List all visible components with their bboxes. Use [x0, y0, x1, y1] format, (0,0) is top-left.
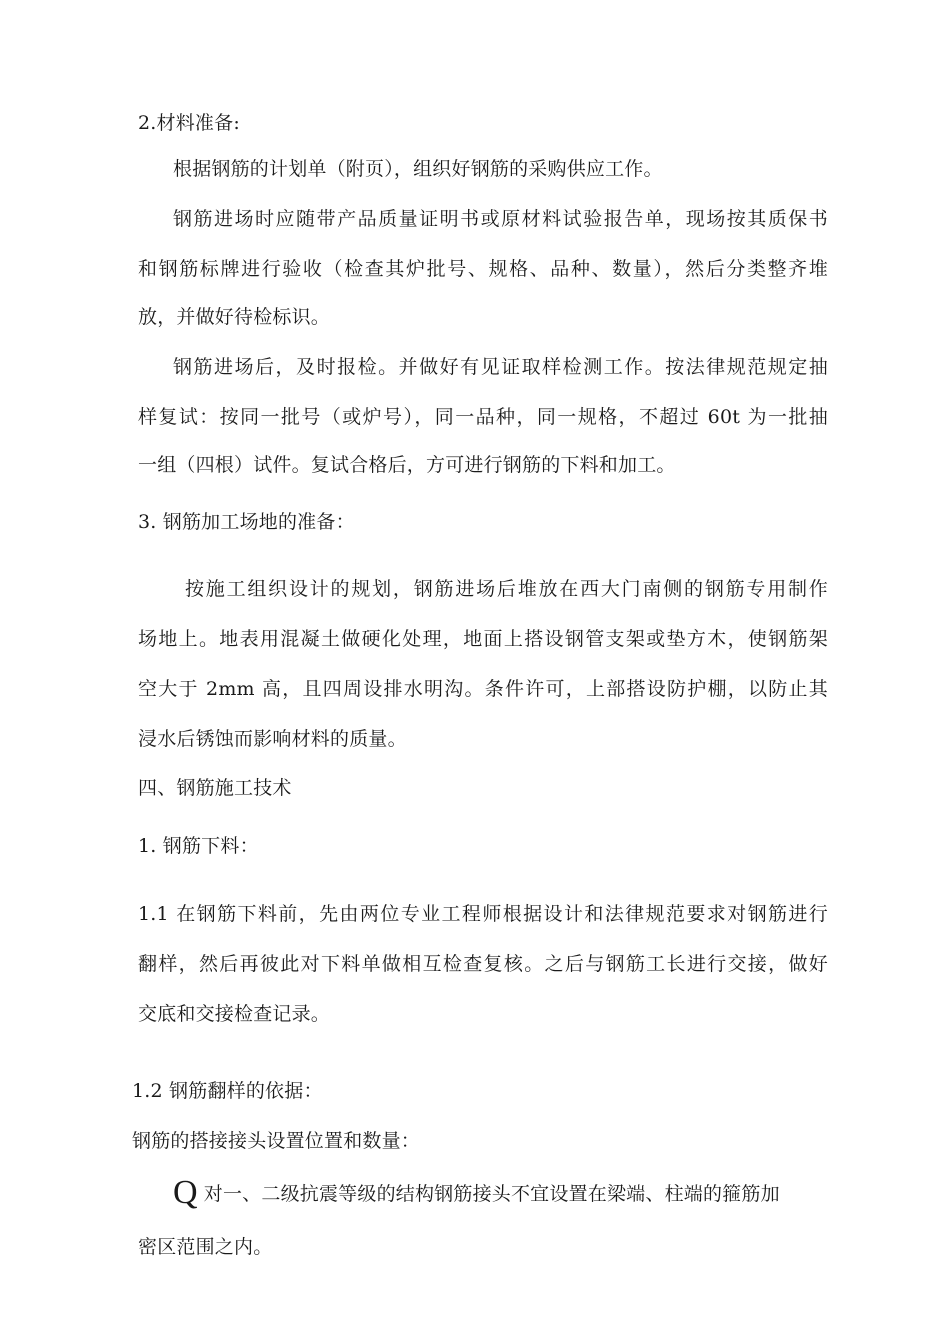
paragraph-line: 按施工组织设计的规划，钢筋进场后堆放在西大门南侧的钢筋专用制作 [185, 578, 828, 600]
paragraph-line: 钢筋进场后，及时报检。并做好有见证取样检测工作。按法律规范规定抽 [173, 356, 828, 378]
paragraph-line: 浸水后锈蚀而影响材料的质量。 [138, 728, 407, 750]
paragraph-line: 1.1 在钢筋下料前，先由两位专业工程师根据设计和法律规范要求对钢筋进行 [138, 903, 828, 925]
paragraph-line: 根据钢筋的计划单（附页），组织好钢筋的采购供应工作。 [173, 158, 663, 180]
paragraph-line: 放，并做好待检标识。 [138, 306, 331, 328]
paragraph-line: 一组（四根）试件。复试合格后，方可进行钢筋的下料和加工。 [138, 454, 676, 476]
section-heading-rebar-technology: 四、钢筋施工技术 [138, 777, 292, 799]
bullet-text: 对一、二级抗震等级的结构钢筋接头不宜设置在梁端、柱端的箍筋加 [203, 1183, 780, 1205]
paragraph-line: 翻样，然后再彼此对下料单做相互检查复核。之后与钢筋工长进行交接，做好 [138, 953, 828, 975]
paragraph-line: 空大于 2mm 高，且四周设排水明沟。条件许可，上部搭设防护棚，以防止其 [138, 678, 828, 700]
heading-rebar-cutting: 1. 钢筋下料： [138, 835, 259, 857]
paragraph-line: 钢筋进场时应随带产品质量证明书或原材料试验报告单，现场按其质保书 [173, 208, 828, 230]
paragraph-line: 交底和交接检查记录。 [138, 1003, 331, 1025]
heading-layout-basis: 1.2 钢筋翻样的依据： [132, 1080, 323, 1102]
bullet-glyph: Q [173, 1174, 198, 1211]
heading-processing-site: 3. 钢筋加工场地的准备： [138, 511, 355, 533]
paragraph-line: 场地上。地表用混凝土做硬化处理，地面上搭设钢管支架或垫方木，使钢筋架 [138, 628, 828, 650]
bullet-paragraph-line [173, 1174, 833, 1211]
paragraph-line: 密区范围之内。 [138, 1236, 273, 1258]
paragraph-line: 样复试：按同一批号（或炉号），同一品种，同一规格，不超过 60t 为一批抽 [138, 406, 828, 428]
paragraph-line: 和钢筋标牌进行验收（检查其炉批号、规格、品种、数量），然后分类整齐堆 [138, 258, 828, 280]
heading-material-prep: 2.材料准备: [138, 112, 240, 134]
paragraph-line: 钢筋的搭接接头设置位置和数量： [132, 1130, 421, 1152]
